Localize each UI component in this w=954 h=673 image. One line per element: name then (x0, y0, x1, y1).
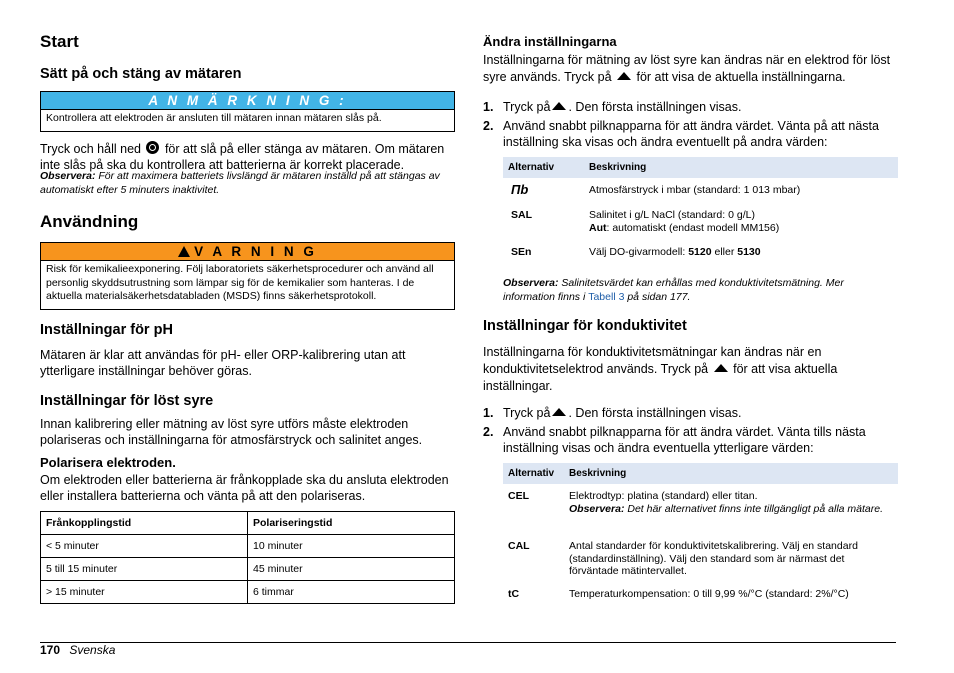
conductivity-heading: Inställningar för konduktivitet (483, 318, 687, 334)
ph-heading: Inställningar för pH (40, 322, 173, 338)
ph-text: Mätaren är klar att användas för pH- eller ORP-kalibrering utan att ytterligare inställningar behöver göras. (40, 348, 406, 378)
polarize-text: Om elektroden eller batterierna är frånkopplade ska du ansluta elektroden eller installera batterierna och vänta på att den polariseras. (40, 473, 449, 503)
footer-divider (40, 642, 896, 643)
polarize-heading: Polarisera elektroden. (40, 455, 176, 470)
table-cell: 5 till 15 minuter (41, 558, 248, 581)
do-heading: Inställningar för löst syre (40, 393, 214, 409)
do-options-table: Alternativ Beskrivning Пb Atmosfärstryck i mbar (standard: 1 013 mbar) SAL Salinitet i g/L NaCl (standard: 0 g/L) Aut: automatiskt (endast modell MM156) SEn Välj DO-givarmodell: 5120 eller 5130 (503, 157, 898, 267)
table-row (41, 581, 455, 604)
page-footer (40, 643, 115, 657)
step-item: 2. Använd snabbt pilknapparna för att ändra värdet. Vänta tills nästa inställning visas och ändra eventuella ytterligare värden: (483, 425, 866, 455)
table-header: Polariseringstid (248, 512, 455, 535)
table-header: Frånkopplingstid (41, 512, 248, 535)
section-title-usage: Användning (40, 212, 139, 231)
page-title: Start (40, 32, 79, 51)
power-paragraph: Tryck och håll ned för att slå på eller stänga av mätaren. Om mätaren inte slås på ska du kontrollera att batterierna är korrekt placerade. (40, 142, 445, 172)
table-header-row (41, 512, 455, 535)
warning-triangle-icon (178, 246, 190, 257)
table-link[interactable]: Tabell 3 (588, 290, 625, 303)
table-cell: 6 timmar (248, 581, 455, 604)
conductivity-options-table: Alternativ Beskrivning CEL Elektrodtyp: platina (standard) eller titan. Observera: Det här alternativet finns inte tillgängligt på alla mätare. CAL Antal standarder för konduktivitetskalibrering. Välj en standard (standardinställning). Välj den standard som är närmast det förväntade mätintervallet. tC Temperaturkompensation: 0 till 9,99 %/°C (standard: 2%/°C) (503, 463, 898, 608)
salinity-note: Observera: Salinitetsvärdet kan erhållas med konduktivitetsmätning. Mer information finns i Tabell 3 på sidan 177. (503, 277, 844, 303)
notice-box (40, 91, 455, 132)
table-cell: 45 minuter (248, 558, 455, 581)
up-arrow-icon (552, 408, 566, 416)
warning-text: Risk för kemikalieexponering. Följ laboratoriets säkerhetsprocedurer och använd all personlig skyddsutrustning som lämpar sig för de kemikalier som hanteras. I de aktuella materialsäkerhetsdatabladen (MSDS) finns säkerhetsprotokoll. (46, 263, 434, 302)
conductivity-text: Inställningarna för konduktivitetsmätningar kan ändras när en konduktivitetselektrod används. Tryck på för att visa aktuella inställningar. (483, 345, 838, 393)
page-number: 170 (40, 643, 61, 657)
up-arrow-icon (714, 364, 728, 372)
section-heading-power: Sätt på och stäng av mätaren (40, 66, 242, 82)
warning-header (41, 243, 454, 261)
footer-language: Svenska (69, 643, 116, 657)
up-arrow-icon (552, 102, 566, 110)
step-item: 1. Tryck på . Den första inställningen visas. (483, 406, 742, 420)
do-text: Innan kalibrering eller mätning av löst syre utförs måste elektroden polariseras och inställningarna för atmosfärstryck och salinitet anges. (40, 417, 423, 447)
table-cell: > 15 minuter (41, 581, 248, 604)
power-icon (146, 141, 159, 154)
step-item: 2. Använd snabbt pilknapparna för att ändra värdet. Vänta på att nästa inställning ska visas och ändra eventuellt på andra värden: (483, 119, 879, 149)
power-note: Observera: För att maximera batteriets livslängd är mätaren inställd på att stängas av automatiskt efter 5 minuters inaktivitet. (40, 170, 440, 196)
polarization-table (40, 511, 455, 604)
change-settings-heading: Ändra inställningarna (483, 34, 617, 49)
warning-label: V A R N I N G (194, 244, 317, 259)
change-settings-text: Inställningarna för mätning av löst syre kan ändras när en elektrod för löst syre används. Tryck på för att visa de aktuella inställningarna. (483, 53, 891, 84)
options-header: Alternativ Beskrivning (503, 463, 898, 484)
up-arrow-icon (617, 72, 631, 80)
table-cell: 10 minuter (248, 535, 455, 558)
warning-box (40, 242, 455, 310)
table-row (41, 558, 455, 581)
notice-label: A N M Ä R K N I N G : (41, 92, 454, 110)
options-header: Alternativ Beskrivning (503, 157, 898, 178)
table-cell: < 5 minuter (41, 535, 248, 558)
table-row (41, 535, 455, 558)
notice-text: Kontrollera att elektroden är ansluten till mätaren innan mätaren slås på. (46, 112, 382, 124)
step-item: 1. Tryck på . Den första inställningen visas. (483, 100, 742, 114)
